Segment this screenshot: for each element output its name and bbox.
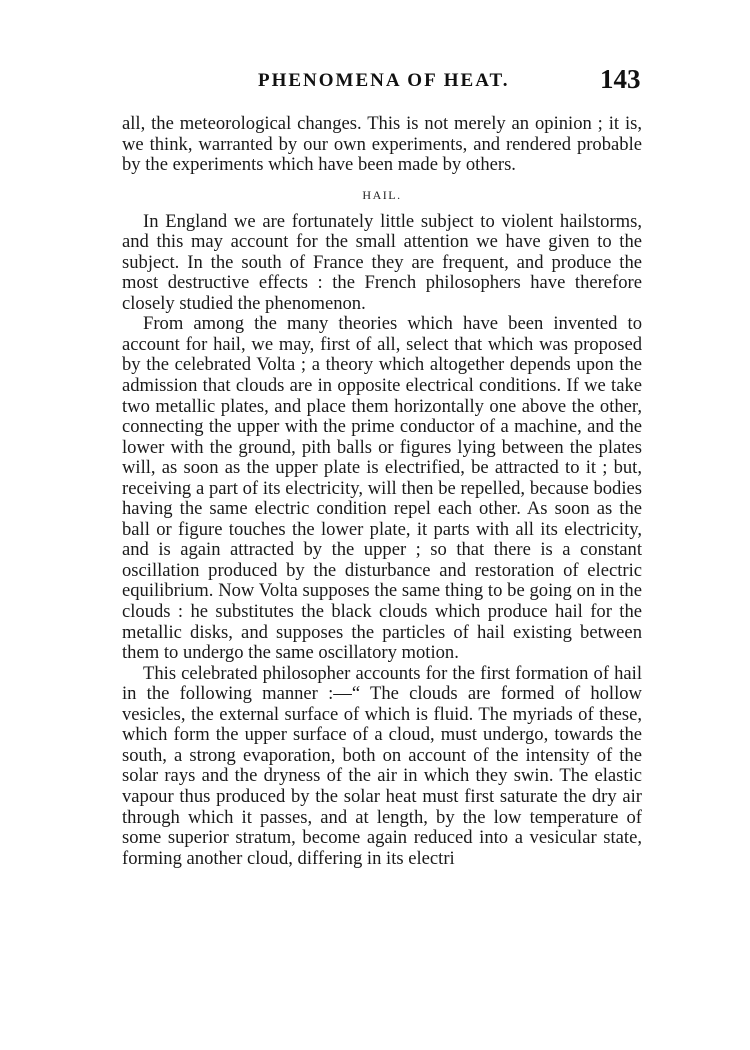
paragraph: From among the many theories which have been invented to account for hail, we may, first of all, select that which was proposed by the celebrated Volta ; a theory which altogether depends upon the admission that clouds are in opposite electrical conditions. If we take two metallic plates, and place them horizontally one above the other, connecting the upper with the prime conductor of a machine, and the lower with the ground, pith balls or figures lying between the plates will, as soon as the upper plate is electrified, be attracted to it ; but, receiving a part of its electricity, will then be repelled, because bodies having the same electric condition repel each other. As soon as the ball or figure touches the lower plate, it parts with all its electricity, and is again attracted by the upper ; so that there is a constant oscillation produced by the disturbance and restoration of electric equilibrium. Now Volta supposes the same thing to be going on in the clouds : he substitutes the black clouds which produce hail for the metallic disks, and supposes the particles of hail existing between them to undergo the same oscillatory motion. <box>122 313 642 664</box>
section-heading: HAIL. <box>362 187 402 202</box>
paragraph-continuation: all, the meteorological changes. This is not merely an opinion ; it is, we think, warranted by our own experiments, and rendered probable by the experiments which have been made by others. <box>122 113 642 176</box>
paragraph: This celebrated philosopher accounts for the first formation of hail in the following manner :—“ The clouds are formed of hollow vesicles, the external surface of which is fluid. The myriads of these, which form the upper surface of a cloud, must undergo, towards the south, a strong evaporation, both on account of the intensity of the solar rays and the dryness of the air in which they swin. The elastic vapour thus produced by the solar heat must first saturate the dry air through which it passes, and at length, by the low temperature of some superior stratum, become again reduced into a vesicular state, forming another cloud, differing in its electri <box>122 662 642 869</box>
page-number: 143 <box>600 64 641 94</box>
paragraph: In England we are fortunately little subject to violent hailstorms, and this may account for the small attention we have given to the subject. In the south of France they are frequent, and produce the most destructive effects : the French philosophers have therefore closely studied the phenomenon. <box>122 210 642 314</box>
running-title: PHENOMENA OF HEAT. <box>258 70 510 91</box>
body-text <box>122 114 642 869</box>
